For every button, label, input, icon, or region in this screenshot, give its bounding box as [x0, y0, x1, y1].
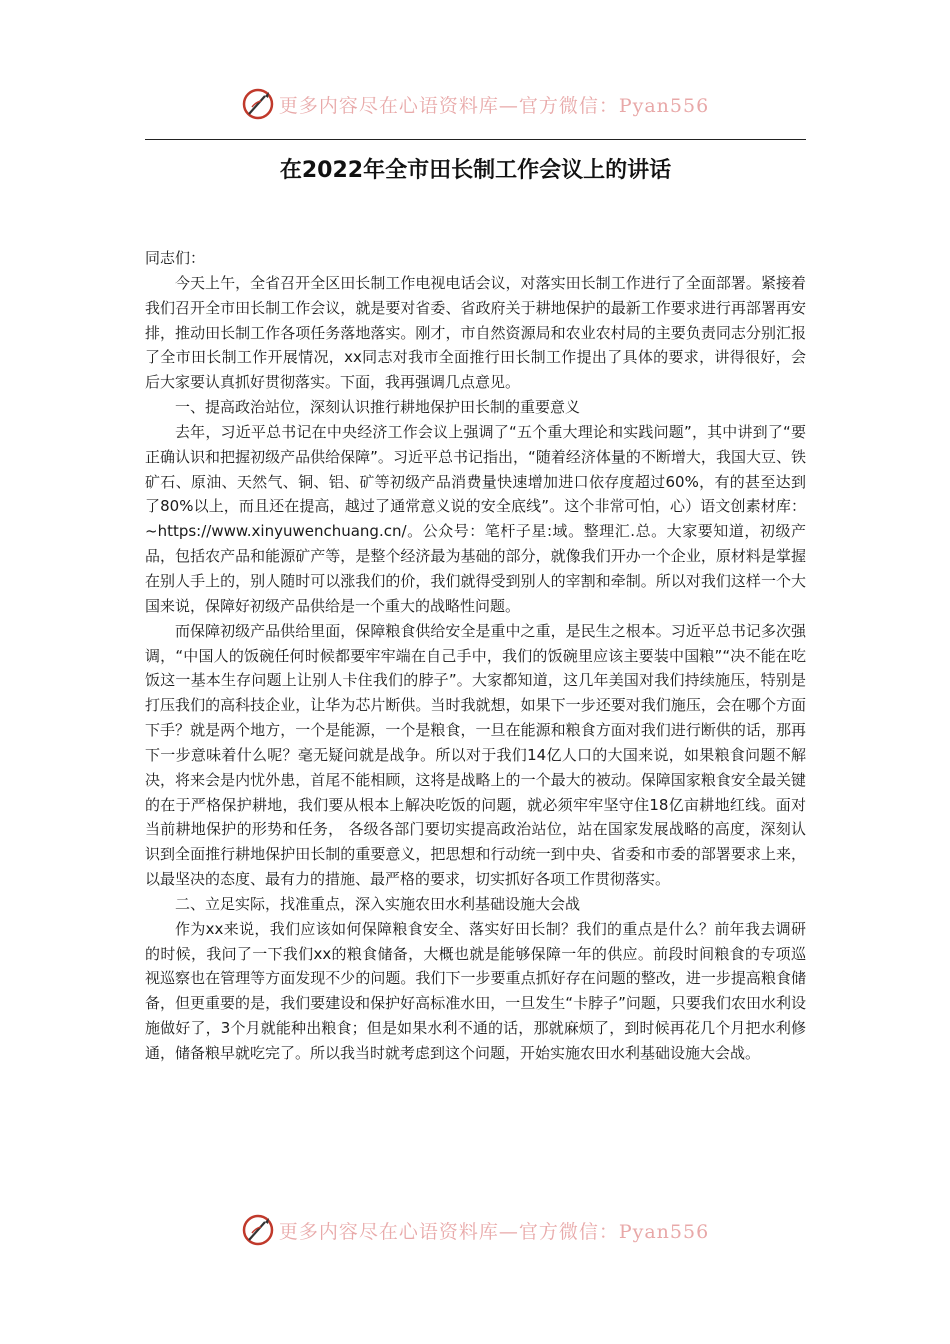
paragraph: 去年，习近平总书记在中央经济工作会议上强调了“五个重大理论和实践问题”，其中讲到了“要正确认识和把握初级产品供给保障”。习近平总书记指出，“随着经济体量的不断增大，我国大豆、铁矿石、原油、天然气、铜、铝、矿等初级产品消费量快速增加进口依存度超过60%，有的甚至达到了80%以上，而且还在提高，越过了通常意义说的安全底线”。这个非常可怕，心）语文创素材库：~https://www.xinyuwenchuang.cn/。公众号：笔杆子星:域。整理汇.总。大家要知道，初级产品，包括农产品和能源矿产等，是整个经济最为基础的部分，就像我们开办一个企业，原材料是掌握在别人手上的，别人随时可以涨我们的价，我们就得受到别人的宰割和牵制。所以对我们这样一个大国来说，保障好初级产品供给是一个重大的战略性问题。 — [145, 422, 806, 615]
header-banner — [0, 84, 950, 124]
quill-logo-icon — [241, 87, 275, 121]
section-heading: 二、立足实际，找准重点，深入实施农田水利基础设施大会战 — [175, 894, 581, 913]
paragraph: 作为xx来说，我们应该如何保障粮食安全、落实好田长制？我们的重点是什么？前年我去调研的时候，我问了一下我们xx的粮食储备，大概也就是能够保障一年的供应。前段时间粮食的专项巡视巡察也在管理等方面发现不少的问题。我们下一步要重点抓好存在问题的整改，进一步提高粮食储备，但更重要的是，我们要建设和保护好高标准水田，一旦发生“卡脖子”问题，只要我们农田水利设施做好了，3个月就能种出粮食；但是如果水利不通的话，那就麻烦了，到时候再花几个月把水利修通，储备粮早就吃完了。所以我当时就考虑到这个问题，开始实施农田水利基础设施大会战。 — [145, 919, 806, 1062]
salutation: 同志们： — [145, 249, 206, 267]
footer-banner — [0, 1210, 950, 1250]
section-heading: 一、提高政治站位，深刻认识推行耕地保护田长制的重要意义 — [175, 398, 581, 417]
document-body — [145, 246, 806, 1066]
paragraph: 而保障初级产品供给里面，保障粮食供给安全是重中之重，是民生之根本。习近平总书记多次强调，“中国人的饭碗任何时候都要牢牢端在自己手中，我们的饭碗里应该主要装中国粮”“决不能在吃饭这一基本生存问题上让别人卡住我们的脖子”。大家都知道，这几年美国对我们持续施压，特别是打压我们的高科技企业，让华为芯片断供。当时我就想，如果下一步还要对我们施压，会在哪个方面下手？就是两个地方，一个是能源，一个是粮食，一旦在能源和粮食方面对我们进行断供的话，那再下一步意味着什么呢？毫无疑问就是战争。所以对于我们14亿人口的大国来说，如果粮食问题不解决，将来会是内忧外患，首尾不能相顾，这将是战略上的一个最大的被动。保障国家粮食安全最关键的在于严格保护耕地，我们要从根本上解决吃饭的问题，就必须牢牢坚守住18亿亩耕地红线。面对当前耕地保护的形势和任务， 各级各部门要切实提高政治站位，站在国家发展战略的高度，深刻认识到全面推行耕地保护田长制的重要意义，把思想和行动统一到中央、省委和市委的部署要求上来，以最坚决的态度、最有力的措施、最严格的要求，切实抓好各项工作贯彻落实。 — [145, 621, 806, 889]
paragraph: 今天上午，全省召开全区田长制工作电视电话会议，对落实田长制工作进行了全面部署。紧接着我们召开全市田长制工作会议，就是要对省委、省政府关于耕地保护的最新工作要求进行再部署再安排，推动田长制工作各项任务落地落实。刚才，市自然资源局和农业农村局的主要负责同志分别汇报了全市田长制工作开展情况，xx同志对我市全面推行田长制工作提出了具体的要求，讲得很好，会后大家要认真抓好贯彻落实。下面，我再强调几点意见。 — [145, 273, 806, 392]
document-title: 在2022年全市田长制工作会议上的讲话 — [279, 158, 672, 183]
banner-text: 更多内容尽在心语资料库—官方微信：Pyan556 — [278, 1220, 710, 1243]
banner-text: 更多内容尽在心语资料库—官方微信：Pyan556 — [278, 94, 710, 117]
header-divider — [145, 139, 806, 140]
quill-logo-icon — [241, 1213, 275, 1247]
